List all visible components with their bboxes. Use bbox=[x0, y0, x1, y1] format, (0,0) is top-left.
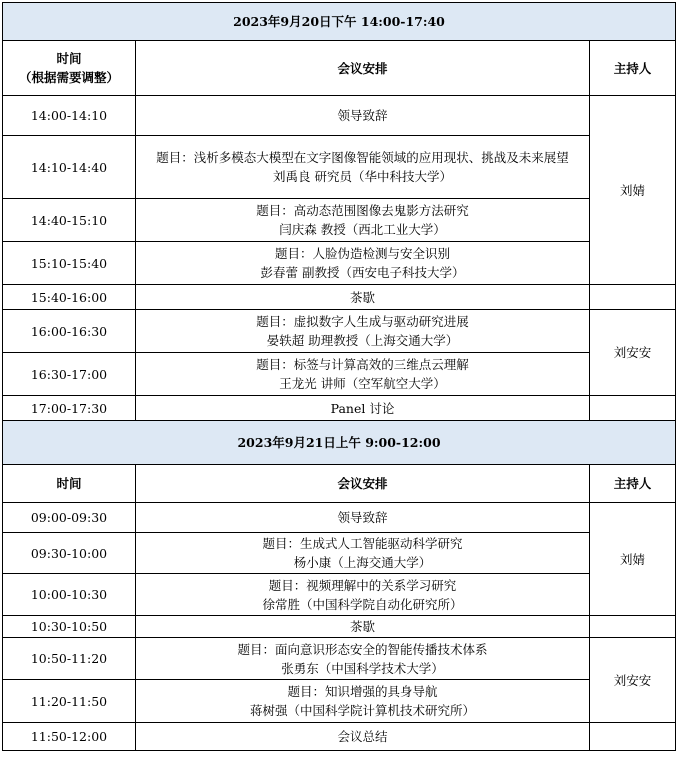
agenda-cell bbox=[136, 574, 590, 616]
host-cell-empty bbox=[590, 723, 676, 751]
day1-title: 2023年9月20日下午 14:00-17:40 bbox=[3, 3, 676, 41]
agenda-title: 题目：知识增强的具身导航 bbox=[287, 684, 438, 699]
table-row bbox=[3, 310, 676, 353]
agenda-cell bbox=[136, 199, 590, 242]
day1-time-header-label: 时间 bbox=[56, 51, 82, 66]
agenda-cell bbox=[136, 616, 590, 638]
table-row bbox=[3, 199, 676, 242]
agenda-cell bbox=[136, 136, 590, 199]
table-row bbox=[3, 242, 676, 285]
time-cell: 11:50-12:00 bbox=[3, 723, 136, 751]
agenda-line: 会议总结 bbox=[337, 729, 388, 744]
agenda-speaker: 徐常胜（中国科学院自动化研究所） bbox=[262, 596, 463, 612]
agenda-title: 题目：生成式人工智能驱动科学研究 bbox=[262, 536, 463, 551]
agenda-line: 领导致辞 bbox=[337, 108, 388, 123]
table-row bbox=[3, 723, 676, 751]
agenda-cell bbox=[136, 353, 590, 396]
time-cell: 10:30-10:50 bbox=[3, 616, 136, 638]
table-row bbox=[3, 680, 676, 723]
day2-banner-row bbox=[3, 421, 676, 465]
agenda-cell bbox=[136, 723, 590, 751]
agenda-title: 题目：高动态范围图像去鬼影方法研究 bbox=[256, 203, 469, 218]
time-cell: 10:50-11:20 bbox=[3, 638, 136, 680]
agenda-title: 题目：人脸伪造检测与安全识别 bbox=[274, 246, 450, 261]
time-cell: 11:20-11:50 bbox=[3, 680, 136, 723]
table-row bbox=[3, 503, 676, 533]
table-row bbox=[3, 396, 676, 421]
time-cell: 15:40-16:00 bbox=[3, 285, 136, 310]
host-cell-empty bbox=[590, 396, 676, 421]
day2-agenda-header: 会议安排 bbox=[136, 465, 590, 503]
agenda-cell bbox=[136, 503, 590, 533]
agenda-cell bbox=[136, 285, 590, 310]
agenda-cell bbox=[136, 242, 590, 285]
day1-agenda-header: 会议安排 bbox=[136, 41, 590, 96]
host-cell: 刘婧 bbox=[590, 96, 676, 285]
day1-banner-row bbox=[3, 3, 676, 41]
table-row bbox=[3, 533, 676, 574]
table-row bbox=[3, 285, 676, 310]
agenda-speaker: 王龙光 讲师（空军航空大学） bbox=[279, 376, 446, 391]
agenda-speaker: 刘禹良 研究员（华中科技大学） bbox=[273, 169, 452, 184]
time-cell: 09:30-10:00 bbox=[3, 533, 136, 574]
agenda-speaker: 蒋树强（中国科学院计算机技术研究所） bbox=[249, 703, 475, 718]
day2-time-header: 时间 bbox=[3, 465, 136, 503]
agenda-line: Panel 讨论 bbox=[330, 400, 395, 416]
time-cell: 16:30-17:00 bbox=[3, 353, 136, 396]
agenda-cell bbox=[136, 96, 590, 136]
time-cell: 17:00-17:30 bbox=[3, 396, 136, 421]
agenda-speaker: 晏轶超 助理教授（上海交通大学） bbox=[266, 333, 459, 348]
agenda-title: 题目：浅析多模态大模型在文字图像智能领域的应用现状、挑战及未来展望 bbox=[156, 150, 569, 165]
time-cell: 14:40-15:10 bbox=[3, 199, 136, 242]
day1-time-header-note: （根据需要调整） bbox=[18, 70, 119, 85]
day2-title: 2023年9月21日上午 9:00-12:00 bbox=[3, 421, 676, 465]
agenda-speaker: 杨小康（上海交通大学） bbox=[293, 555, 432, 570]
agenda-cell bbox=[136, 396, 590, 421]
agenda-title: 题目：视频理解中的关系学习研究 bbox=[268, 577, 457, 593]
table-row bbox=[3, 616, 676, 638]
day1-time-header bbox=[3, 41, 136, 96]
time-cell: 15:10-15:40 bbox=[3, 242, 136, 285]
time-cell: 16:00-16:30 bbox=[3, 310, 136, 353]
agenda-line: 茶歇 bbox=[349, 619, 375, 634]
table-row bbox=[3, 96, 676, 136]
table-row bbox=[3, 574, 676, 616]
time-cell: 14:00-14:10 bbox=[3, 96, 136, 136]
host-cell: 刘安安 bbox=[590, 638, 676, 723]
agenda-title: 题目：面向意识形态安全的智能传播技术体系 bbox=[237, 641, 488, 657]
time-cell: 14:10-14:40 bbox=[3, 136, 136, 199]
agenda-speaker: 闫庆森 教授（西北工业大学） bbox=[279, 222, 446, 237]
time-cell: 09:00-09:30 bbox=[3, 503, 136, 533]
time-cell: 10:00-10:30 bbox=[3, 574, 136, 616]
host-cell-empty bbox=[590, 616, 676, 638]
agenda-cell bbox=[136, 638, 590, 680]
day1-header-row bbox=[3, 41, 676, 96]
table-row bbox=[3, 136, 676, 199]
agenda-speaker: 张勇东（中国科学技术大学） bbox=[281, 660, 444, 676]
agenda-speaker: 彭春蕾 副教授（西安电子科技大学） bbox=[260, 265, 465, 280]
agenda-line: 领导致辞 bbox=[337, 510, 388, 525]
host-cell: 刘婧 bbox=[590, 503, 676, 616]
day2-host-header: 主持人 bbox=[590, 465, 676, 503]
day2-header-row bbox=[3, 465, 676, 503]
agenda-cell bbox=[136, 533, 590, 574]
agenda-title: 题目：标签与计算高效的三维点云理解 bbox=[256, 357, 469, 372]
host-cell: 刘安安 bbox=[590, 310, 676, 396]
agenda-cell bbox=[136, 680, 590, 723]
day1-host-header: 主持人 bbox=[590, 41, 676, 96]
host-cell-empty bbox=[590, 285, 676, 310]
agenda-cell bbox=[136, 310, 590, 353]
table-row bbox=[3, 638, 676, 680]
schedule-table bbox=[2, 2, 676, 751]
table-row bbox=[3, 353, 676, 396]
agenda-title: 题目：虚拟数字人生成与驱动研究进展 bbox=[256, 314, 469, 329]
agenda-line: 茶歇 bbox=[349, 289, 375, 305]
